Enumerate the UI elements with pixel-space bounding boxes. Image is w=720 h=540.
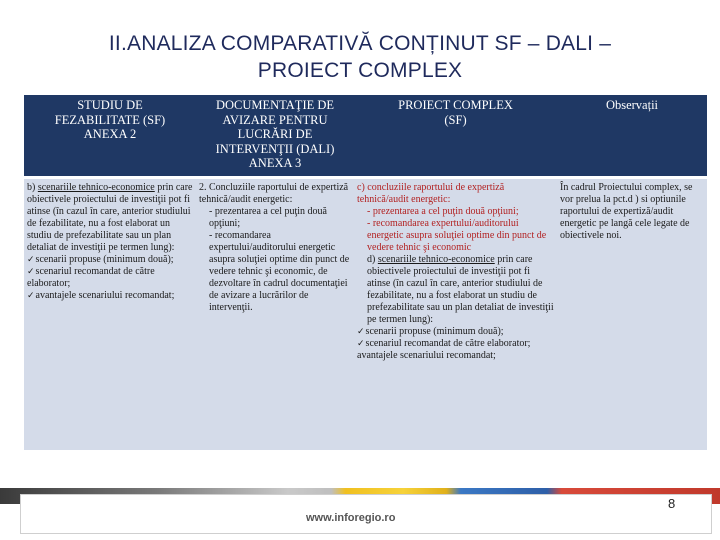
check-item: ✓ scenarii propuse (minimum două);: [27, 254, 193, 266]
slide-title-line-1: II.ANALIZA COMPARATIVĂ CONȚINUT SF – DALI –: [108, 32, 612, 55]
highlighted-text: - recomandarea expertului/auditorului energetic asupra soluţiei optime din punct de vedere tehnic şi economic: [367, 218, 547, 253]
header-proiect-complex: PROIECT COMPLEX (SF): [354, 95, 557, 178]
cell-observatii-content: În cadrul Proiectului complex, se vor prelua la pct.d ) si optiunile raportului de expertiză/audit energetic pe langă cele legate de obiectivele noi.: [557, 178, 707, 451]
check-item: ✓ scenarii propuse (minimum două);: [357, 326, 554, 338]
table-row: [24, 178, 707, 451]
website-url: www.inforegio.ro: [306, 512, 396, 524]
page-number: 8: [668, 496, 676, 511]
highlighted-text: c) concluziile raportului de expertiză tehnică/audit energetic:: [357, 182, 505, 205]
check-item: ✓ scenariul recomandat de către elaborator;: [357, 338, 554, 350]
highlighted-text: - prezentarea a cel puţin două opţiuni;: [367, 206, 519, 217]
header-dali-anexa3: DOCUMENTAŢIE DE AVIZARE PENTRU LUCRĂRI DE INTERVENŢII (DALI) ANEXA 3: [196, 95, 354, 178]
cell-sf-content: b) scenariile tehnico-economice prin care obiectivele proiectului de investiţii pot fi atinse (în cazul în care, anterior studiului de fezabilitate, nu a fost elaborat un studiu de prefezabilitate sau un plan detaliat de investiţii pe termen lung): ✓ scenarii propuse (minimum două); ✓ scenariul recomandat de către elaborator; ✓ avantajele scenariului recomandat;: [24, 178, 196, 451]
cell-proiect-complex-content: c) concluziile raportului de expertiză tehnică/audit energetic: - prezentarea a cel puţin două opţiuni; - recomandarea expertului/auditorului energetic asupra soluţiei optime din punct de vedere tehnic şi economic d) scenariile tehnico-economice prin care obiectivele proiectului de investiţii pot fi atinse (în cazul în care, anterior studiului de fezabilitate, nu a fost elaborat un studiu de prefezabilitate sau un plan detaliat de investiţii pe termen lung): ✓ scenarii propuse (minimum două); ✓ scenariul recomandat de către elaborator; avantajele scenariului recomandat;: [354, 178, 557, 451]
list-item: avantajele scenariului recomandat;: [357, 350, 496, 361]
slide-title-line-2: PROIECT COMPLEX: [257, 59, 463, 82]
header-observatii: Observații: [557, 95, 707, 178]
table-header-row: [24, 95, 707, 178]
comparison-table: [24, 95, 707, 450]
cell-dali-content: 2. Concluziile raportului de expertiză tehnică/audit energetic: - prezentarea a cel puţin două opţiuni; - recomandarea expertului/auditorului energetic asupra soluţiei optime din punct de vedere tehnic şi economic, de dezvoltare în cadrul documentaţiei de avizare a lucrărilor de intervenţii.: [196, 178, 354, 451]
header-sf-anexa2: STUDIU DE FEZABILITATE (SF) ANEXA 2: [24, 95, 196, 178]
slide-title: [20, 30, 700, 84]
check-item: ✓ scenariul recomandat de către elaborator;: [27, 266, 193, 290]
check-item: ✓ avantajele scenariului recomandat;: [27, 290, 193, 302]
